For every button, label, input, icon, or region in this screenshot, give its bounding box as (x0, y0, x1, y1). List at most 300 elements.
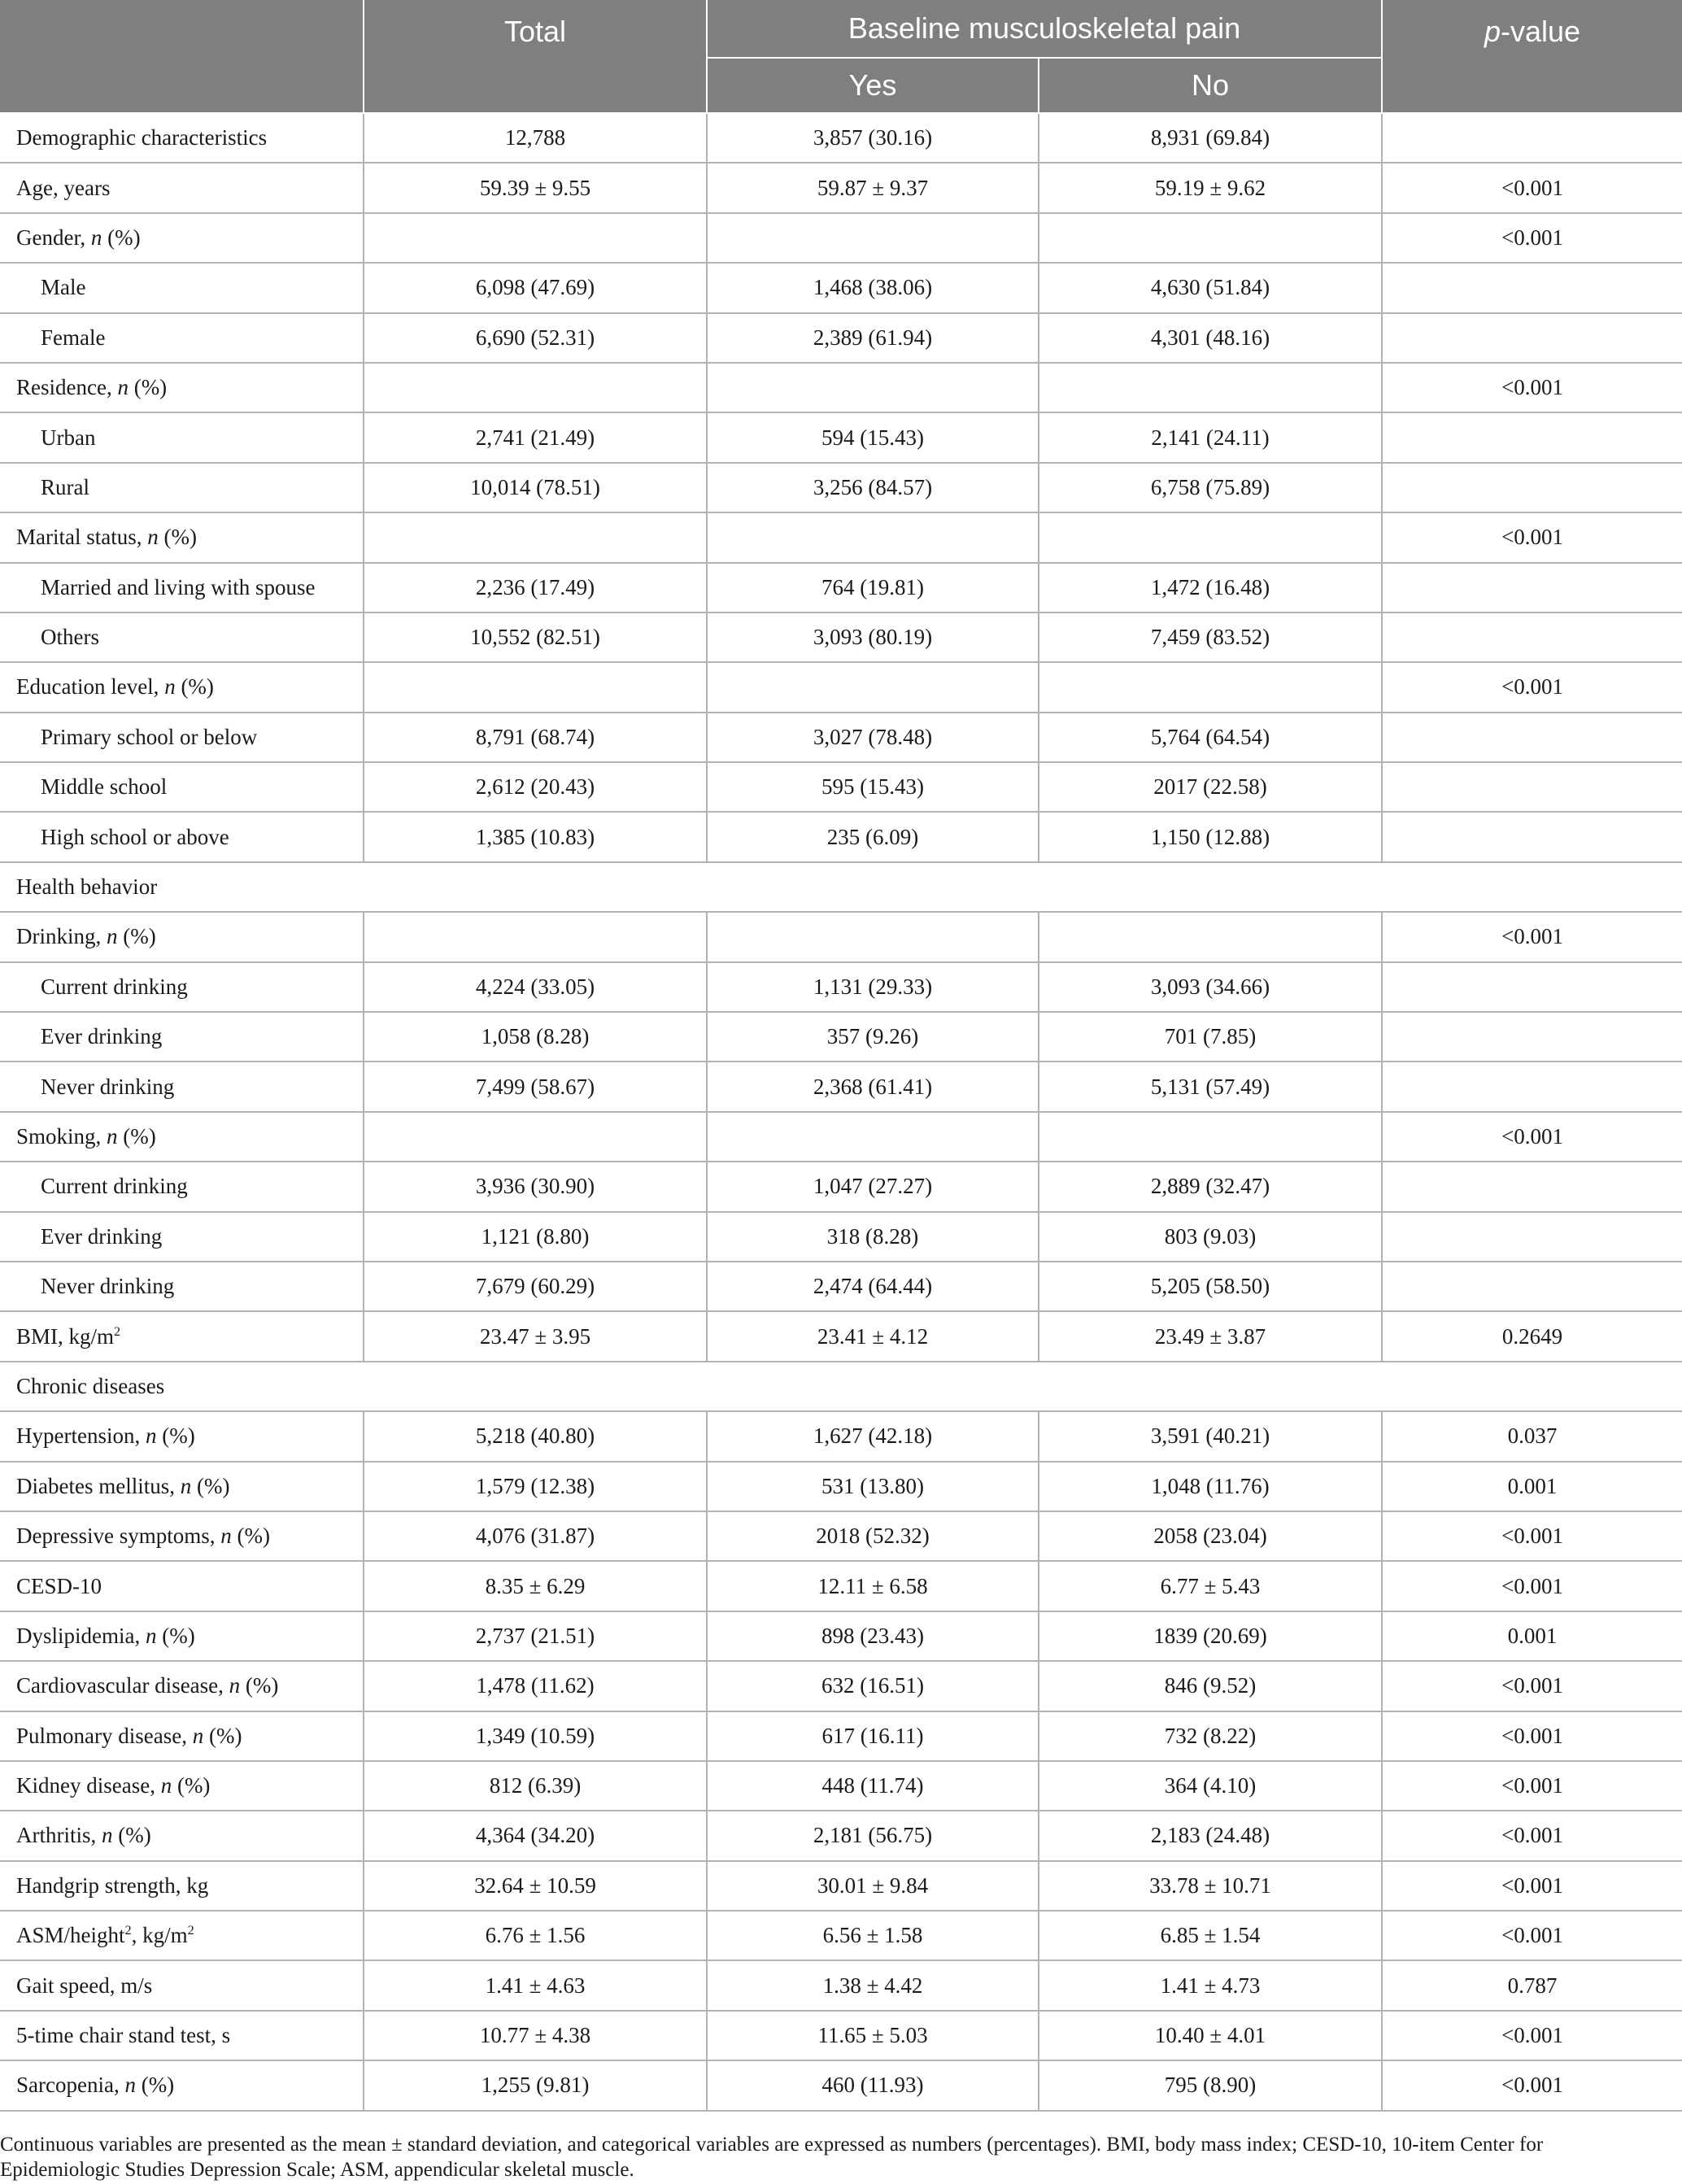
row-label-text: Current drinking (41, 1174, 188, 1199)
cell-no: 2,889 (32.47) (1039, 1162, 1382, 1211)
row-label-percent: (%) (128, 375, 168, 400)
cell-no: 7,459 (83.52) (1039, 612, 1382, 662)
cell-yes (707, 213, 1039, 263)
row-label-text: Diabetes mellitus, (16, 1473, 181, 1498)
cell-no: 33.78 ± 10.71 (1039, 1861, 1382, 1911)
cell-no (1039, 662, 1382, 712)
table-row (0, 512, 1682, 562)
header-group: Baseline musculoskeletal pain (707, 0, 1382, 58)
cell-yes: 2,474 (64.44) (707, 1262, 1039, 1311)
section-row (0, 862, 1682, 912)
table-row (0, 762, 1682, 812)
cell-yes: 1.38 ± 4.42 (707, 1960, 1039, 2010)
cell-no: 6,758 (75.89) (1039, 463, 1382, 512)
cell-p: <0.001 (1382, 363, 1682, 412)
cell-total: 1,385 (10.83) (364, 812, 707, 861)
cell-total (364, 512, 707, 562)
row-label-n: n (164, 674, 176, 700)
row-label-n: n (229, 1673, 241, 1698)
row-label-n: n (145, 1423, 157, 1449)
table-row (0, 1861, 1682, 1911)
table-row (0, 1761, 1682, 1811)
row-label-n: n (107, 1124, 118, 1149)
cell-no: 2,141 (24.11) (1039, 412, 1382, 462)
table-row (0, 1112, 1682, 1162)
table-row (0, 563, 1682, 612)
cell-yes: 357 (9.26) (707, 1012, 1039, 1061)
cell-yes: 531 (13.80) (707, 1462, 1039, 1511)
row-label (0, 1411, 364, 1461)
row-label-text: Ever drinking (41, 1024, 163, 1049)
table-row (0, 1511, 1682, 1561)
table-row (0, 1811, 1682, 1860)
cell-yes: 235 (6.09) (707, 812, 1039, 861)
cell-p (1382, 113, 1682, 163)
cell-total: 1,255 (9.81) (364, 2060, 707, 2110)
cell-total: 10,552 (82.51) (364, 612, 707, 662)
cell-yes: 460 (11.93) (707, 2060, 1039, 2110)
row-label (0, 263, 364, 312)
row-label-tail: , kg/m (131, 1923, 188, 1948)
cell-no: 364 (4.10) (1039, 1761, 1382, 1811)
header-label-blank (0, 0, 364, 113)
cell-p (1382, 412, 1682, 462)
row-label-percent: (%) (102, 225, 141, 250)
cell-yes: 3,027 (78.48) (707, 713, 1039, 762)
row-label (0, 762, 364, 812)
cell-total: 7,679 (60.29) (364, 1262, 707, 1311)
cell-total: 4,076 (31.87) (364, 1511, 707, 1561)
cell-total: 1,121 (8.80) (364, 1212, 707, 1262)
row-label (0, 1811, 364, 1860)
cell-p: <0.001 (1382, 1761, 1682, 1811)
row-label-text: Residence, (16, 375, 118, 400)
row-label (0, 313, 364, 363)
cell-total: 6,098 (47.69) (364, 263, 707, 312)
cell-yes: 3,093 (80.19) (707, 612, 1039, 662)
cell-total: 4,364 (34.20) (364, 1811, 707, 1860)
table-row (0, 962, 1682, 1012)
cell-total: 3,936 (30.90) (364, 1162, 707, 1211)
cell-yes: 2,368 (61.41) (707, 1061, 1039, 1111)
cell-yes: 2,181 (56.75) (707, 1811, 1039, 1860)
cell-p (1382, 762, 1682, 812)
row-label-text: Gender, (16, 225, 91, 250)
row-label (0, 812, 364, 861)
row-label-text: Sarcopenia, (16, 2073, 125, 2098)
row-label-text: Marital status, (16, 525, 148, 550)
cell-total (364, 662, 707, 712)
cell-total: 12,788 (364, 113, 707, 163)
row-label (0, 1511, 364, 1561)
cell-yes (707, 662, 1039, 712)
row-label-text: Age, years (16, 175, 111, 200)
row-label-text: Demographic characteristics (16, 125, 268, 150)
row-label (0, 962, 364, 1012)
row-label (0, 1262, 364, 1311)
section-heading: Health behavior (0, 862, 1682, 912)
cell-total: 8.35 ± 6.29 (364, 1561, 707, 1611)
row-label-percent: (%) (135, 2073, 175, 2098)
table-row (0, 263, 1682, 312)
table-row (0, 113, 1682, 163)
cell-yes (707, 363, 1039, 412)
table-row (0, 412, 1682, 462)
row-label (0, 1561, 364, 1611)
cell-yes: 1,468 (38.06) (707, 263, 1039, 312)
row-label-text: Middle school (41, 774, 168, 800)
header-yes: Yes (707, 58, 1039, 113)
cell-no: 3,093 (34.66) (1039, 962, 1382, 1012)
cell-p (1382, 612, 1682, 662)
row-label-text: Arthritis, (16, 1823, 102, 1848)
cell-yes: 2,389 (61.94) (707, 313, 1039, 363)
cell-yes: 632 (16.51) (707, 1661, 1039, 1711)
cell-p (1382, 812, 1682, 861)
table-row (0, 1911, 1682, 1960)
row-label (0, 713, 364, 762)
header-p-rest: -value (1500, 15, 1581, 48)
cell-total (364, 1112, 707, 1162)
table-row (0, 163, 1682, 212)
cell-total: 2,612 (20.43) (364, 762, 707, 812)
table-row (0, 363, 1682, 412)
table-row (0, 313, 1682, 363)
cell-total: 1,478 (11.62) (364, 1661, 707, 1711)
cell-p: 0.001 (1382, 1462, 1682, 1511)
cell-total: 6.76 ± 1.56 (364, 1911, 707, 1960)
row-label-text: Education level, (16, 674, 165, 700)
cell-total: 2,741 (21.49) (364, 412, 707, 462)
table-row (0, 1012, 1682, 1061)
row-label-percent: (%) (156, 1623, 195, 1648)
row-label-text: Married and living with spouse (41, 574, 316, 599)
row-label-text: High school or above (41, 824, 229, 849)
row-label (0, 363, 364, 412)
table-row (0, 713, 1682, 762)
row-label (0, 1061, 364, 1111)
row-label (0, 912, 364, 961)
cell-no: 10.40 ± 4.01 (1039, 2011, 1382, 2060)
row-label-percent: (%) (231, 1524, 270, 1549)
cell-no (1039, 363, 1382, 412)
table-header (0, 0, 1682, 113)
table-row (0, 1960, 1682, 2010)
row-label (0, 1311, 364, 1361)
cell-yes: 594 (15.43) (707, 412, 1039, 462)
cell-no: 3,591 (40.21) (1039, 1411, 1382, 1461)
row-label (0, 1112, 364, 1162)
table-row (0, 662, 1682, 712)
cell-p (1382, 1061, 1682, 1111)
cell-no: 5,205 (58.50) (1039, 1262, 1382, 1311)
cell-no: 1.41 ± 4.73 (1039, 1960, 1382, 2010)
cell-total: 1,058 (8.28) (364, 1012, 707, 1061)
row-label-text: Current drinking (41, 974, 188, 999)
cell-yes: 2018 (52.32) (707, 1511, 1039, 1561)
row-label (0, 113, 364, 163)
cell-p: 0.2649 (1382, 1311, 1682, 1361)
cell-yes: 448 (11.74) (707, 1761, 1039, 1811)
row-label-text: Others (41, 625, 99, 650)
header-no: No (1039, 58, 1382, 113)
cell-total: 1,579 (12.38) (364, 1462, 707, 1511)
cell-p: <0.001 (1382, 2011, 1682, 2060)
table-row (0, 463, 1682, 512)
cell-total: 2,236 (17.49) (364, 563, 707, 612)
cell-no: 1,048 (11.76) (1039, 1462, 1382, 1511)
cell-total: 59.39 ± 9.55 (364, 163, 707, 212)
cell-yes: 595 (15.43) (707, 762, 1039, 812)
row-label-text: Female (41, 325, 106, 350)
table-row (0, 1462, 1682, 1511)
row-label-n: n (145, 1623, 157, 1648)
cell-no: 5,131 (57.49) (1039, 1061, 1382, 1111)
table-body (0, 113, 1682, 2111)
row-label-percent: (%) (117, 924, 156, 949)
row-label (0, 2060, 364, 2110)
cell-p: <0.001 (1382, 1561, 1682, 1611)
table-row (0, 1311, 1682, 1361)
row-label (0, 1911, 364, 1960)
row-label (0, 662, 364, 712)
table-row (0, 912, 1682, 961)
cell-no: 1,150 (12.88) (1039, 812, 1382, 861)
row-label (0, 1711, 364, 1761)
cell-p: <0.001 (1382, 1711, 1682, 1761)
cell-no: 59.19 ± 9.62 (1039, 163, 1382, 212)
row-label (0, 213, 364, 263)
cell-yes: 617 (16.11) (707, 1711, 1039, 1761)
table-row (0, 1561, 1682, 1611)
section-row (0, 1362, 1682, 1411)
cell-p: <0.001 (1382, 2060, 1682, 2110)
table-row (0, 2011, 1682, 2060)
row-label-text: Pulmonary disease, (16, 1723, 193, 1748)
row-label (0, 1611, 364, 1661)
row-label-percent: (%) (112, 1823, 151, 1848)
cell-yes (707, 512, 1039, 562)
row-label-n: n (180, 1473, 192, 1498)
cell-total: 5,218 (40.80) (364, 1411, 707, 1461)
cell-yes (707, 912, 1039, 961)
cell-no: 803 (9.03) (1039, 1212, 1382, 1262)
cell-no: 732 (8.22) (1039, 1711, 1382, 1761)
cell-p: <0.001 (1382, 912, 1682, 961)
row-label (0, 1761, 364, 1811)
section-heading: Chronic diseases (0, 1362, 1682, 1411)
cell-no: 2058 (23.04) (1039, 1511, 1382, 1561)
cell-p (1382, 1262, 1682, 1311)
row-label-text: BMI, kg/m (16, 1323, 115, 1349)
row-label-percent: (%) (117, 1124, 156, 1149)
cell-yes: 23.41 ± 4.12 (707, 1311, 1039, 1361)
cell-total: 7,499 (58.67) (364, 1061, 707, 1111)
cell-total: 1.41 ± 4.63 (364, 1960, 707, 2010)
cell-yes: 3,857 (30.16) (707, 113, 1039, 163)
table-footnote (0, 2132, 1682, 2182)
cell-no: 701 (7.85) (1039, 1012, 1382, 1061)
row-label-text: Drinking, (16, 924, 107, 949)
cell-p (1382, 962, 1682, 1012)
cell-no: 6.85 ± 1.54 (1039, 1911, 1382, 1960)
cell-total (364, 213, 707, 263)
cell-p: <0.001 (1382, 1911, 1682, 1960)
cell-p: 0.001 (1382, 1611, 1682, 1661)
row-label-text: Dyslipidemia, (16, 1623, 146, 1648)
cell-p (1382, 263, 1682, 312)
cell-yes: 59.87 ± 9.37 (707, 163, 1039, 212)
cell-p: 0.787 (1382, 1960, 1682, 2010)
row-label-n: n (102, 1823, 113, 1848)
row-label (0, 1462, 364, 1511)
cell-p (1382, 313, 1682, 363)
row-label-percent: (%) (158, 525, 197, 550)
table-row (0, 2060, 1682, 2110)
footnote-line-1: Continuous variables are presented as the mean ± standard deviation, and categorical variables are expressed as numbers (percentages). BMI, body mass index; CESD-10, 10-item Center for (0, 2134, 1544, 2156)
row-label-superscript: 2 (187, 1923, 194, 1938)
row-label-text: Rural (41, 474, 89, 499)
row-label-n: n (220, 1524, 232, 1549)
row-label (0, 512, 364, 562)
cell-no: 1839 (20.69) (1039, 1611, 1382, 1661)
cell-yes: 1,131 (29.33) (707, 962, 1039, 1012)
cell-total: 32.64 ± 10.59 (364, 1861, 707, 1911)
cell-no: 2,183 (24.48) (1039, 1811, 1382, 1860)
cell-no: 6.77 ± 5.43 (1039, 1561, 1382, 1611)
cell-total: 8,791 (68.74) (364, 713, 707, 762)
cell-p: <0.001 (1382, 213, 1682, 263)
cell-no: 795 (8.90) (1039, 2060, 1382, 2110)
row-label-percent: (%) (191, 1473, 230, 1498)
header-total: Total (364, 0, 707, 113)
cell-total: 4,224 (33.05) (364, 962, 707, 1012)
cell-total: 812 (6.39) (364, 1761, 707, 1811)
table-row (0, 213, 1682, 263)
row-label-text: ASM/height (16, 1923, 125, 1948)
table-row (0, 1212, 1682, 1262)
cell-yes: 1,047 (27.27) (707, 1162, 1039, 1211)
row-label (0, 563, 364, 612)
row-label (0, 1162, 364, 1211)
row-label-text: Hypertension, (16, 1423, 146, 1449)
cell-no (1039, 512, 1382, 562)
cell-p: <0.001 (1382, 1811, 1682, 1860)
cell-total: 1,349 (10.59) (364, 1711, 707, 1761)
row-label (0, 1661, 364, 1711)
cell-p: <0.001 (1382, 512, 1682, 562)
cell-yes: 12.11 ± 6.58 (707, 1561, 1039, 1611)
cell-no: 1,472 (16.48) (1039, 563, 1382, 612)
cell-yes (707, 1112, 1039, 1162)
cell-no: 4,630 (51.84) (1039, 263, 1382, 312)
table-row (0, 1061, 1682, 1111)
cell-p: <0.001 (1382, 1661, 1682, 1711)
cell-total: 10,014 (78.51) (364, 463, 707, 512)
cell-total: 10.77 ± 4.38 (364, 2011, 707, 2060)
cell-p (1382, 1012, 1682, 1061)
row-label (0, 1012, 364, 1061)
cell-no: 8,931 (69.84) (1039, 113, 1382, 163)
cell-p (1382, 563, 1682, 612)
row-label-text: Urban (41, 425, 96, 450)
row-label (0, 1861, 364, 1911)
row-label (0, 612, 364, 662)
table-row (0, 1611, 1682, 1661)
cell-p: <0.001 (1382, 662, 1682, 712)
table-row (0, 1262, 1682, 1311)
cell-yes: 6.56 ± 1.58 (707, 1911, 1039, 1960)
cell-yes: 764 (19.81) (707, 563, 1039, 612)
table-row (0, 1711, 1682, 1761)
row-label-text: Never drinking (41, 1074, 175, 1099)
cell-yes: 318 (8.28) (707, 1212, 1039, 1262)
row-label (0, 163, 364, 212)
cell-p: <0.001 (1382, 1511, 1682, 1561)
row-label-n: n (147, 525, 159, 550)
table-row (0, 612, 1682, 662)
header-p-italic: p (1484, 15, 1501, 48)
row-label-percent: (%) (203, 1723, 242, 1748)
cell-p: <0.001 (1382, 163, 1682, 212)
footnote-line-2: Epidemiologic Studies Depression Scale; ASM, appendicular skeletal muscle. (0, 2159, 634, 2181)
cell-yes: 898 (23.43) (707, 1611, 1039, 1661)
cell-no (1039, 912, 1382, 961)
cell-yes: 3,256 (84.57) (707, 463, 1039, 512)
row-label (0, 463, 364, 512)
cell-no: 23.49 ± 3.87 (1039, 1311, 1382, 1361)
cell-no (1039, 1112, 1382, 1162)
row-label-text: Ever drinking (41, 1223, 163, 1249)
row-label-superscript: 2 (124, 1923, 132, 1938)
table-row (0, 1162, 1682, 1211)
cell-p (1382, 713, 1682, 762)
cell-no: 5,764 (64.54) (1039, 713, 1382, 762)
row-label-text: Kidney disease, (16, 1773, 161, 1798)
row-label (0, 1212, 364, 1262)
row-label-n: n (107, 924, 118, 949)
row-label (0, 1960, 364, 2010)
cell-p: <0.001 (1382, 1112, 1682, 1162)
row-label-n: n (192, 1723, 204, 1748)
row-label-n: n (160, 1773, 172, 1798)
row-label-text: Never drinking (41, 1274, 175, 1299)
row-label-percent: (%) (175, 674, 214, 700)
row-label (0, 412, 364, 462)
cell-total: 23.47 ± 3.95 (364, 1311, 707, 1361)
header-p-value (1382, 0, 1682, 113)
cell-no (1039, 213, 1382, 263)
row-label-percent: (%) (172, 1773, 211, 1798)
cell-p (1382, 1212, 1682, 1262)
cell-yes: 11.65 ± 5.03 (707, 2011, 1039, 2060)
cell-total (364, 363, 707, 412)
row-label-text: Primary school or below (41, 724, 258, 749)
row-label-percent: (%) (240, 1673, 279, 1698)
row-label-percent: (%) (156, 1423, 195, 1449)
row-label (0, 2011, 364, 2060)
cell-total: 6,690 (52.31) (364, 313, 707, 363)
cell-p (1382, 1162, 1682, 1211)
row-label-text: 5-time chair stand test, s (16, 2023, 231, 2048)
cell-p: 0.037 (1382, 1411, 1682, 1461)
row-label-n: n (124, 2073, 136, 2098)
row-label-text: Smoking, (16, 1124, 107, 1149)
cell-no: 4,301 (48.16) (1039, 313, 1382, 363)
cell-total (364, 912, 707, 961)
row-label-text: Male (41, 275, 86, 300)
table-row (0, 1411, 1682, 1461)
